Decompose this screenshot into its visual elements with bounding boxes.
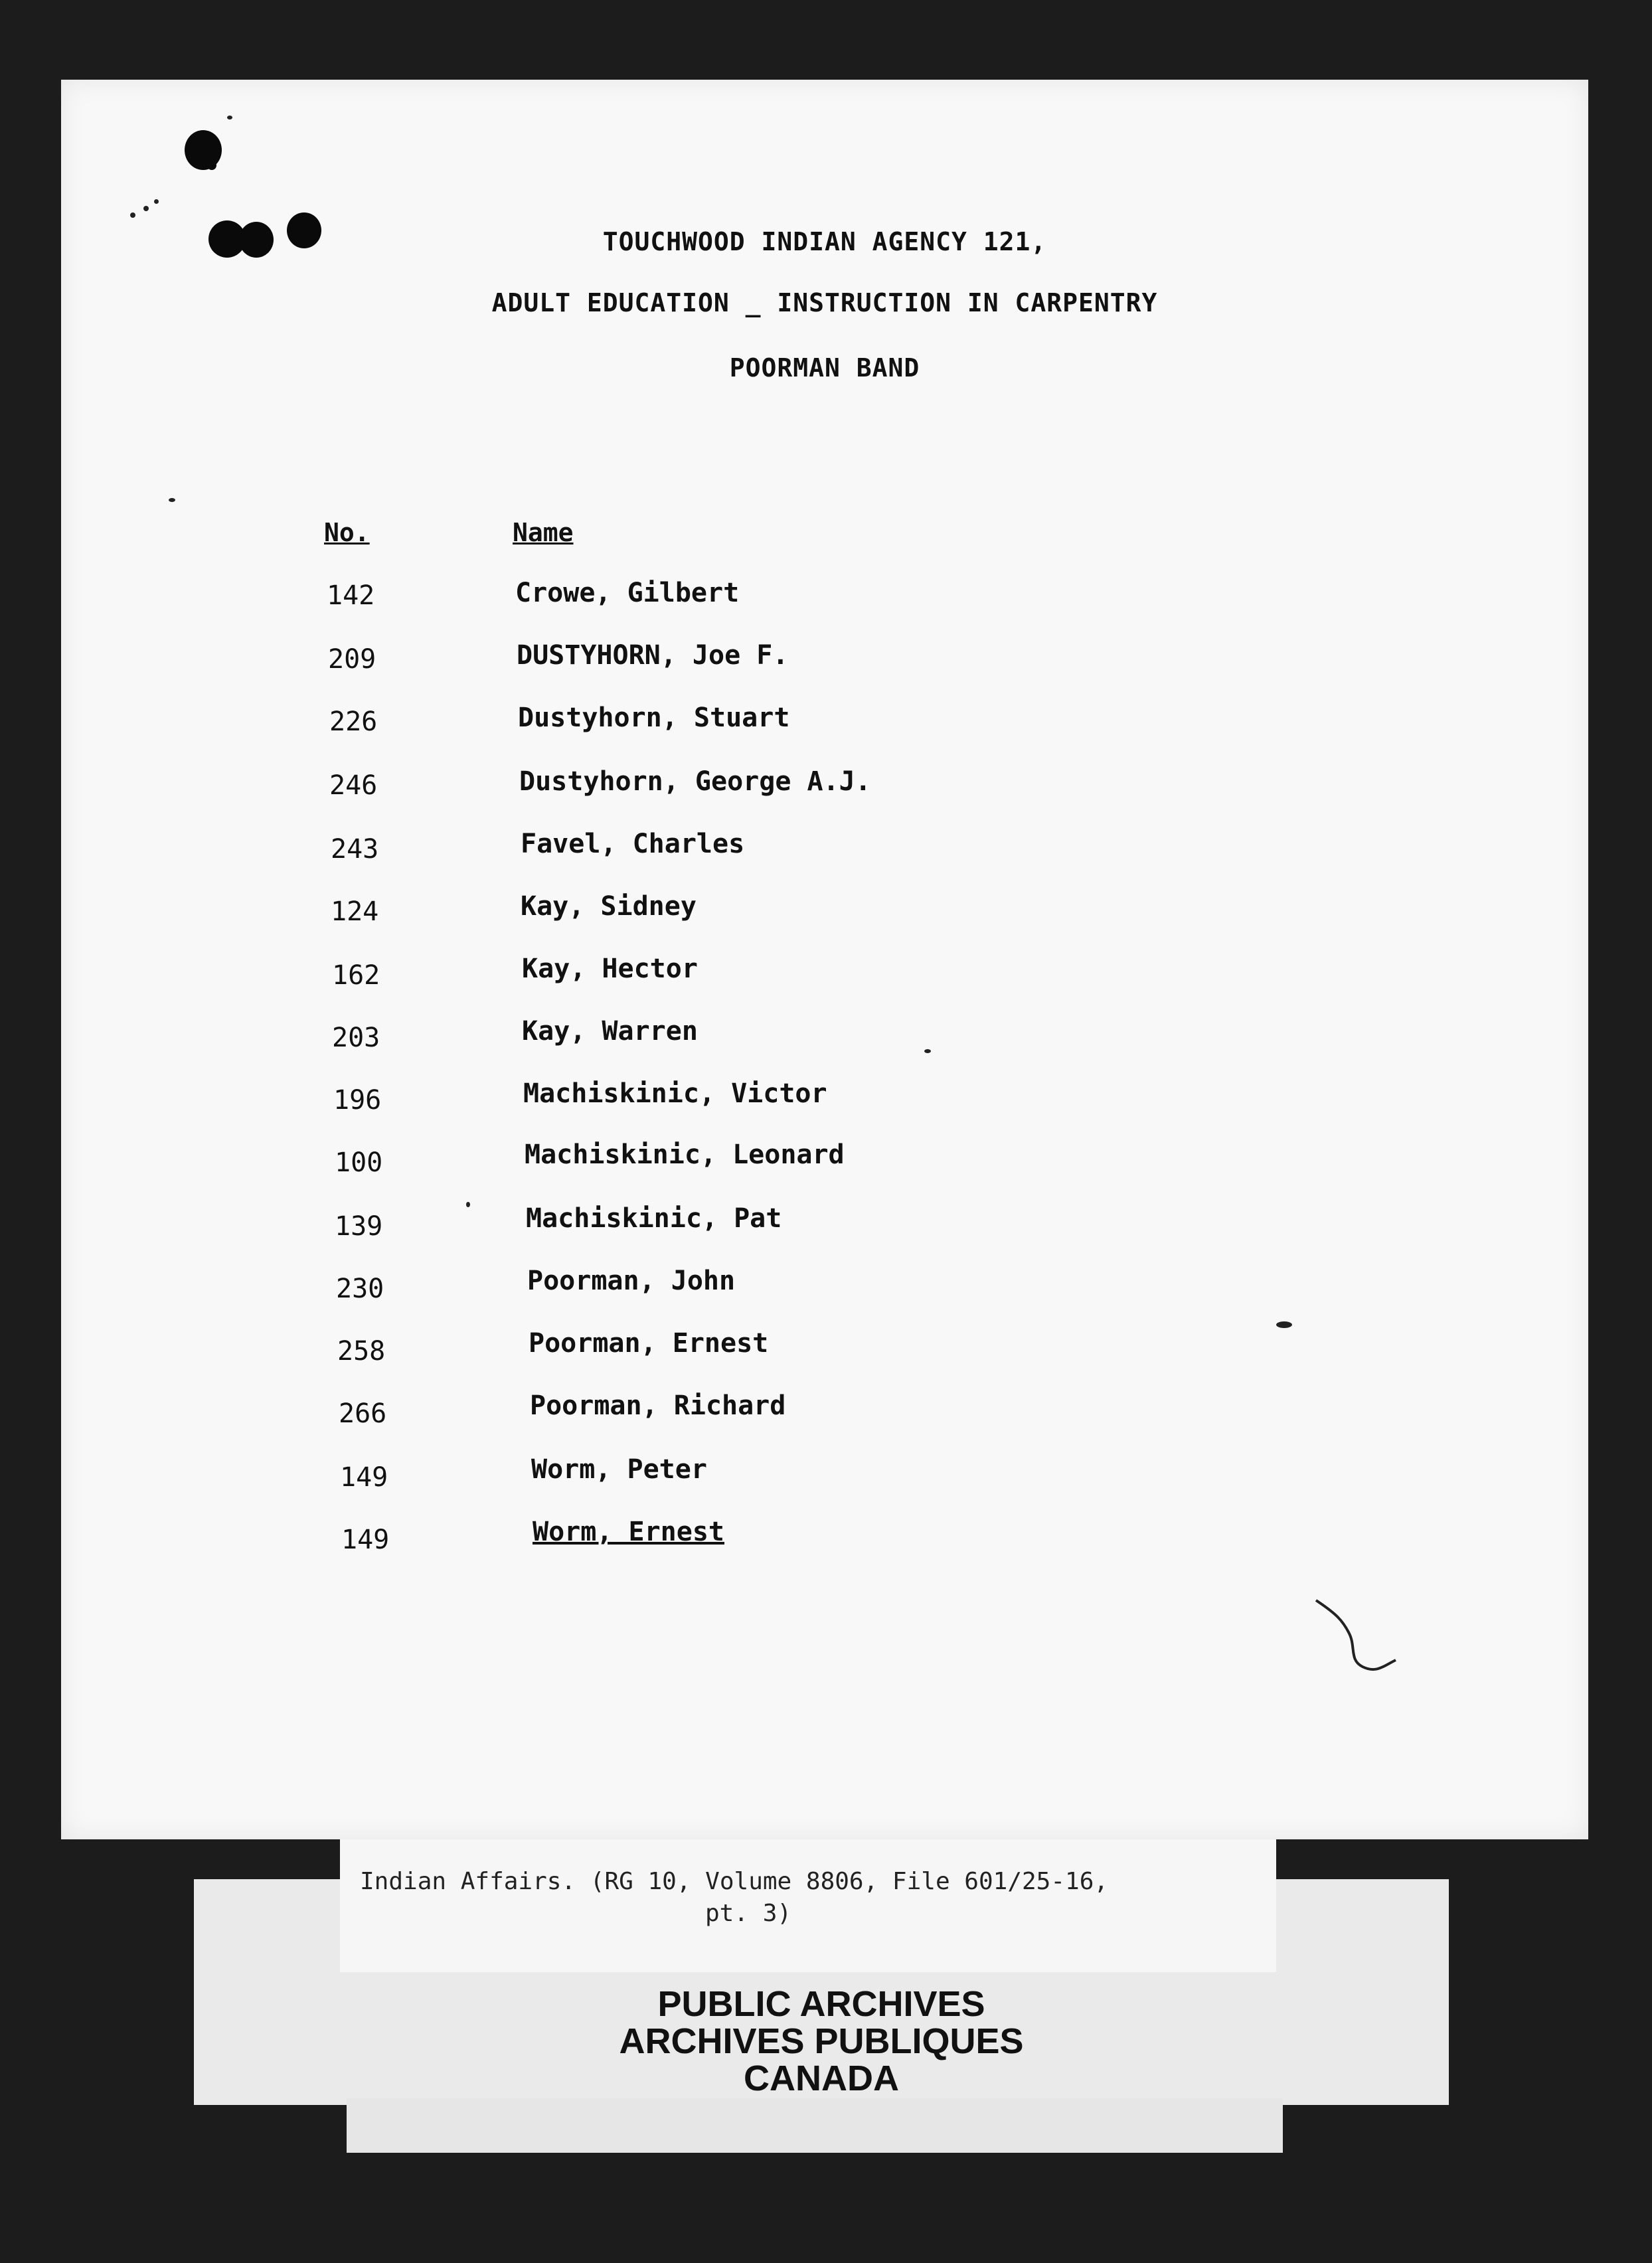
ink-speck: [143, 206, 149, 211]
row-name: Dustyhorn, George A.J.: [519, 766, 871, 797]
row-number: 266: [339, 1398, 387, 1429]
row-name: Poorman, Ernest: [529, 1328, 769, 1359]
row-number: 100: [335, 1147, 383, 1178]
row-number: 142: [327, 580, 375, 611]
citation-card: [340, 1839, 1276, 1972]
ink-speck: [924, 1049, 931, 1053]
row-number: 209: [328, 644, 376, 675]
ink-speck: [1276, 1321, 1292, 1328]
row-name: Favel, Charles: [521, 829, 745, 859]
row-number: 196: [333, 1085, 382, 1116]
row-number: 149: [341, 1525, 390, 1555]
row-name: Kay, Warren: [522, 1016, 698, 1047]
row-name: Kay, Sidney: [521, 891, 697, 922]
row-name: Poorman, Richard: [530, 1390, 786, 1421]
row-number: 230: [336, 1274, 384, 1304]
heading-agency: TOUCHWOOD INDIAN AGENCY 121,: [602, 227, 1047, 256]
row-number: 124: [331, 896, 379, 927]
row-name: Worm, Ernest: [533, 1517, 724, 1547]
row-number: 258: [337, 1336, 386, 1367]
citation-line-2: pt. 3): [705, 1900, 792, 1927]
row-name: Kay, Hector: [522, 954, 698, 984]
citation-line-1: Indian Affairs. (RG 10, Volume 8806, File 601/25-16,: [360, 1868, 1109, 1895]
citation-text: [360, 1866, 1250, 1930]
ink-speck: [154, 199, 159, 204]
row-name: Poorman, John: [527, 1266, 736, 1296]
stamp-line-2: ARCHIVES PUBLIQUES: [619, 2021, 1024, 2061]
row-name: DUSTYHORN, Joe F.: [517, 640, 789, 671]
row-name: Machiskinic, Pat: [526, 1203, 782, 1234]
row-number: 139: [335, 1211, 383, 1242]
ink-speck: [169, 498, 175, 502]
heading-program: ADULT EDUCATION _ INSTRUCTION IN CARPENTRY: [491, 288, 1158, 317]
column-header-name: Name: [513, 518, 574, 547]
stamp-line-1: PUBLIC ARCHIVES: [657, 1984, 985, 2024]
document-page: [61, 80, 1588, 1839]
row-number: 226: [329, 707, 378, 737]
row-number: 149: [340, 1462, 388, 1493]
pencil-mark: [1309, 1594, 1429, 1713]
row-number: 203: [332, 1023, 380, 1053]
row-name: Dustyhorn, Stuart: [518, 703, 790, 733]
ink-speck: [130, 212, 135, 218]
ink-speck: [466, 1202, 470, 1207]
ink-blot: [207, 161, 216, 170]
row-number: 162: [332, 960, 380, 991]
archive-label-strip: [347, 2098, 1283, 2153]
stamp-line-3: CANADA: [744, 2058, 899, 2098]
row-name: Crowe, Gilbert: [515, 578, 740, 608]
row-number: 246: [329, 770, 378, 801]
row-name: Machiskinic, Victor: [523, 1078, 827, 1109]
column-header-number: No.: [324, 518, 370, 547]
row-name: Worm, Peter: [531, 1454, 707, 1485]
ink-speck: [227, 116, 232, 120]
archives-stamp: [194, 1985, 1449, 2097]
row-number: 243: [331, 834, 379, 865]
row-name: Machiskinic, Leonard: [525, 1139, 845, 1170]
heading-band: POORMAN BAND: [729, 353, 920, 382]
